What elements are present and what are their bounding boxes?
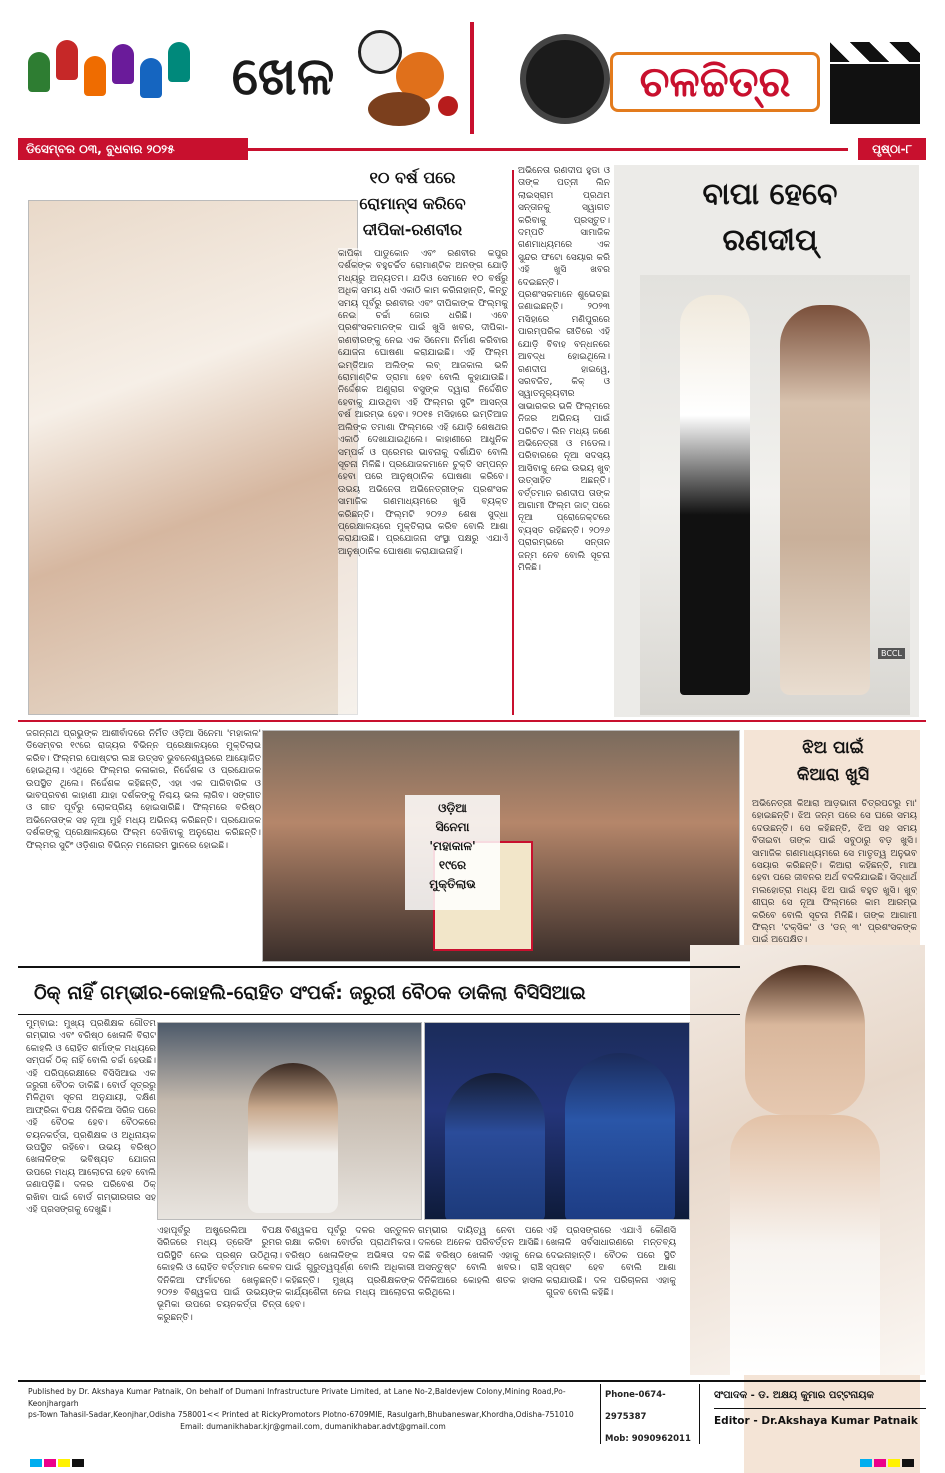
groom-figure bbox=[680, 295, 750, 695]
photo-credit: BCCL bbox=[878, 648, 905, 659]
athlete-silhouette-icon bbox=[56, 40, 78, 80]
headline-line: ଦୀପିକା-ରଣବୀର bbox=[362, 220, 463, 239]
headline-line: ବାପା ହେବେ bbox=[702, 177, 838, 212]
headline-line: ଓଡ଼ିଆ bbox=[438, 801, 467, 815]
player-figure bbox=[565, 1053, 675, 1220]
gambhir-article-col1: ମୁମ୍ବାଇ: ମୁଖ୍ୟ ପ୍ରଶିକ୍ଷକ ଗୌତମ ଗମ୍ଭୀର ଏବଂ ବରିଷ୍ଠ ଖେଳାଳି ବିରାଟ କୋହଲି ଓ ରୋହିତ ଶର୍ମାଙ୍କ ମଧ୍ୟରେ ସମ୍ପର୍କ ଠିକ୍ ନାହିଁ ବୋଲି ଚର୍ଚ୍ଚା ହେଉଛି। ଏହି ପରିପ୍ରେକ୍ଷୀରେ ବିସିସିଆଇ ଏକ ଜରୁରୀ ବୈଠକ ଡାକିଛି। ବୋର୍ଡ ସୂତ୍ରରୁ ମିଳିଥିବା ସୂଚନା ଅନୁଯାୟୀ, ଦକ୍ଷିଣ ଆଫ୍ରିକା ବିପକ୍ଷ ଦିନିକିଆ ସିରିଜ ପରେ ଏହି ବୈଠକ ହେବ। ବୈଠକରେ ଚୟନକର୍ତ୍ତା, ପ୍ରଶିକ୍ଷକ ଓ ଅଧିନାୟକ ଉପସ୍ଥିତ ରହିବେ। ଉଭୟ ବରିଷ୍ଠ ଖେଳାଳିଙ୍କ ଭବିଷ୍ୟତ ଯୋଜନା ଉପରେ ମଧ୍ୟ ଆଲୋଚନା ହେବ ବୋଲି ଜଣାପଡ଼ିଛି। ଦଳର ପରିବେଶ ଠିକ୍ ରଖିବା ପାଇଁ ବୋର୍ଡ ଗମ୍ଭୀରତାର ସହ ଏହି ପ୍ରସଙ୍ଗକୁ ଦେଖୁଛି। bbox=[26, 1019, 156, 1216]
sports-title: ଖେଳ bbox=[231, 47, 335, 107]
coach-figure bbox=[248, 1063, 338, 1213]
headline-line: ସିନେମା bbox=[435, 820, 470, 834]
kiara-headline bbox=[748, 735, 918, 795]
portrait-body bbox=[730, 1115, 880, 1375]
headline-line: ୧୯ରେ bbox=[438, 858, 467, 872]
page-number: ପୃଷ୍ଠା-୮ bbox=[858, 138, 926, 160]
gambhir-article-col4: ଗମ୍ଭୀର ଦାୟିତ୍ୱ ନେବା ପରେ ଦଳରେ ଅନେକ ପରିବର୍ତ୍ତନ ଆସିଛି। କିଛି ବରିଷ୍ଠ ଖେଳାଳି ଏହାକୁ ନେଇ ଅସନ୍ତୁଷ୍ଟ ବୋଲି ଖବର। ରାଞ୍ଚି ଦିନିକିଆରେ କୋହଲି ଶତକ ହାସଲ କରିଥିଲେ। bbox=[418, 1226, 543, 1299]
date-rule bbox=[248, 148, 848, 151]
gambhir-photo bbox=[157, 1022, 422, 1220]
randeep-headline bbox=[640, 172, 900, 272]
cinema-title: ଚଳଚ୍ଚିତ୍ର bbox=[610, 52, 820, 112]
cricket-ball-icon bbox=[438, 96, 458, 116]
imprint-line: Published by Dr. Akshaya Kumar Patnaik, On behalf of Dumani Infrastructure Private Limited, at Lane No-2,Baldevjew Colony,Mining Road,Po-Keonjhargarh bbox=[28, 1387, 566, 1408]
imprint-line: ps-Town Tahasil-Sadar,Keonjhar,Odisha 758001<< Printed at RickyPromotors Plotno-6709MIE, Rasulgarh,Bhubaneswar,Khordha,Odisha-751010 bbox=[28, 1410, 574, 1420]
imprint-email: Email: dumanikhabar.kjr@gmail.com, dumanikhabar.advt@gmail.com bbox=[180, 1421, 446, 1431]
athlete-silhouette-icon bbox=[28, 52, 50, 92]
randeep-article-body: ଅଭିନେତା ରଣଦୀପ ହୁଡା ଓ ତାଙ୍କ ପତ୍ନୀ ଲିନ ଲାଇସ୍ରାମ ପ୍ରଥମ ସନ୍ତାନକୁ ସ୍ୱାଗତ କରିବାକୁ ପ୍ରସ୍ତୁତ। ଦମ୍ପତି ସାମାଜିକ ଗଣମାଧ୍ୟମରେ ଏକ ସୁନ୍ଦର ଫଟୋ ସେୟାର କରି ଏହି ଖୁସି ଖବର ଦେଇଛନ୍ତି। ପ୍ରଶଂସକମାନେ ଶୁଭେଚ୍ଛା ଜଣାଇଛନ୍ତି। ୨୦୨୩ ମସିହାରେ ମଣିପୁରରେ ପାରମ୍ପରିକ ରୀତିରେ ଏହି ଯୋଡ଼ି ବିବାହ ବନ୍ଧନରେ ଆବଦ୍ଧ ହୋଇଥିଲେ। ରଣଦୀପ ହାଇୱେ, ସରବଜିତ, କିକ୍ ଓ ସ୍ୱାତନ୍ତ୍ର୍ୟବୀର ସାଭାରକର ଭଳି ଫିଲ୍ମରେ ନିଜର ଅଭିନୟ ପାଇଁ ପରିଚିତ। ଲିନ ମଧ୍ୟ ଜଣେ ଅଭିନେତ୍ରୀ ଓ ମଡେଲ। ପରିବାରରେ ନୂଆ ସଦସ୍ୟ ଆସିବାକୁ ନେଇ ଉଭୟ ଖୁବ୍ ଉତ୍ସାହିତ ଅଛନ୍ତି। ବର୍ତ୍ତମାନ ରଣଦୀପ ତାଙ୍କ ଆଗାମୀ ଫିଲ୍ମ ଜାଟ୍ ପରେ ନୂଆ ପ୍ରୋଜେକ୍ଟରେ ବ୍ୟସ୍ତ ରହିଛନ୍ତି। ୨୦୨୬ ପ୍ରାରମ୍ଭରେ ସନ୍ତାନ ଜନ୍ମ ନେବ ବୋଲି ସୂଚନା ମିଳିଛି। bbox=[518, 166, 610, 573]
section-separator bbox=[18, 720, 926, 722]
gambhir-article-col5: ଏହି ପ୍ରସଙ୍ଗରେ ଏଯାଏଁ କୌଣସି ଖେଳାଳି ସର୍ବସାଧାରଣରେ ମନ୍ତବ୍ୟ ଦେଇନାହାନ୍ତି। ବୈଠକ ପରେ ସ୍ଥିତି ସ୍ପଷ୍ଟ ହେବ ବୋଲି ଆଶା କରାଯାଉଛି। ଦଳ ପରିଚାଳନା ଏହାକୁ ଗୁଜବ ବୋଲି କହିଛି। bbox=[546, 1226, 676, 1299]
mobile-number: Mob: 9090962011 bbox=[605, 1434, 691, 1444]
mahakal-article-body: ଜଗନ୍ନାଥ ପ୍ରଭୁଙ୍କ ଆଶୀର୍ବାଦରେ ନିର୍ମିତ ଓଡ଼ିଆ ସିନେମା 'ମହାକାଳ' ଡିସେମ୍ବର ୧୯ରେ ରାଜ୍ୟର ବିଭିନ୍ନ ପ୍ରେକ୍ଷାଳୟରେ ମୁକ୍ତିଲାଭ କରିବ। ଫିଲ୍ମର ପୋଷ୍ଟର ଲଞ୍ଚ ଉତ୍ସବ ଭୁବନେଶ୍ୱରରେ ଆୟୋଜିତ ହୋଇଥିଲା। ଏଥିରେ ଫିଲ୍ମର କଳାକାର, ନିର୍ଦ୍ଦେଶକ ଓ ପ୍ରଯୋଜକ ଉପସ୍ଥିତ ଥିଲେ। ନିର୍ଦ୍ଦେଶକ କହିଛନ୍ତି, ଏହା ଏକ ପାରିବାରିକ ଓ ଭାବପ୍ରବଣ କାହାଣୀ ଯାହା ଦର୍ଶକଙ୍କୁ ନିଶ୍ଚୟ ଭଲ ଲାଗିବ। ସଙ୍ଗୀତ ଓ ଗୀତ ପୂର୍ବରୁ ଲୋକପ୍ରିୟ ହୋଇସାରିଛି। ଫିଲ୍ମରେ ବରିଷ୍ଠ ଅଭିନେତାଙ୍କ ସହ ନୂଆ ମୁହଁ ମଧ୍ୟ ଅଭିନୟ କରିଛନ୍ତି। ପ୍ରଯୋଜକ ଦର୍ଶକଙ୍କୁ ପ୍ରେକ୍ଷାଳୟରେ ଫିଲ୍ମ ଦେଖିବାକୁ ଅନୁରୋଧ କରିଛନ୍ତି। ଫିଲ୍ମର ସୁଟିଂ ଓଡ଼ିଶାର ବିଭିନ୍ନ ମନୋରମ ସ୍ଥାନରେ ହୋଇଛି। bbox=[26, 729, 261, 851]
gambhir-article-col3: ବିଶ୍ୱକପ ପୂର୍ବରୁ ଦଳର ସନ୍ତୁଳନ ରକ୍ଷା କରିବା ବୋର୍ଡର ପ୍ରାଥମିକତା। ବରିଷ୍ଠ ଖେଳାଳିଙ୍କ ଅଭିଜ୍ଞତା ଦଳ ପାଇଁ ଗୁରୁତ୍ୱପୂର୍ଣ୍ଣ ବୋଲି ଅଧିକାରୀ କହିଛନ୍ତି। ମୁଖ୍ୟ ପ୍ରଶିକ୍ଷକଙ୍କ କାର୍ଯ୍ୟଶୈଳୀ ନେଇ ମଧ୍ୟ ଆଲୋଚନା ହେବ। bbox=[285, 1226, 415, 1311]
date-bar bbox=[18, 138, 926, 160]
masthead-divider bbox=[470, 22, 474, 134]
headline-line: କିଆରା ଖୁସି bbox=[796, 765, 870, 785]
kiara-article-body: ଅଭିନେତ୍ରୀ କିଆରା ଆଡ଼ଭାନୀ ଚିତ୍ରପଟରୁ ମା' ହୋଇଛନ୍ତି। ଝିଅ ଜନ୍ମ ପରେ ସେ ଘରେ ସମୟ ଦେଉଛନ୍ତି। ସେ କହିଛନ୍ତି, ଝିଅ ସହ ସମୟ ବିତାଇବା ତାଙ୍କ ପାଇଁ ସବୁଠାରୁ ବଡ଼ ଖୁସି। ସାମାଜିକ ଗଣମାଧ୍ୟମରେ ସେ ମାତୃତ୍ୱ ଅନୁଭବ ସେୟାର କରିଛନ୍ତି। କିଆରା କହିଛନ୍ତି, ମାଆ ହେବା ପରେ ଜୀବନର ଅର୍ଥ ବଦଳିଯାଇଛି। ସିଦ୍ଧାର୍ଥ ମଲହୋତ୍ରା ମଧ୍ୟ ଝିଅ ପାଇଁ ବହୁତ ଖୁସି। ଖୁବ୍ ଶୀଘ୍ର ସେ ନୂଆ ଫିଲ୍ମରେ କାମ ଆରମ୍ଭ କରିବେ ବୋଲି ସୂଚନା ମିଳିଛି। ତାଙ୍କ ଆଗାମୀ ଫିଲ୍ମ 'ଟକ୍ସିକ' ଓ 'ଡନ୍ ୩' ପ୍ରଶଂସକଙ୍କ ପାଇଁ ଅପେକ୍ଷିତ। bbox=[752, 799, 917, 946]
deepika-article-body: କାପିକା ପାଡୁକୋନ ଏବଂ ରଣବୀର କପୁର ଦର୍ଶକଙ୍କ ବହୁଚର୍ଚ୍ଚିତ ରୋମାଣ୍ଟିକ ଅନଙ୍ଗ ଯୋଡ଼ି ମଧ୍ୟରୁ ଅନ୍ୟତମ। ଯଦିଓ ସେମାନେ ୧୦ ବର୍ଷରୁ ଅଧିକ ସମୟ ଧରି ଏକାଠି କାମ କରିନାହାନ୍ତି, କିନ୍ତୁ ସମୟ ପୂର୍ବରୁ ରଣବୀର ଏବଂ ଦୀପିକାଙ୍କ ଫିଲ୍ମକୁ ନେଇ ଚର୍ଚ୍ଚା ଜୋର ଧରିଛି। ଏବେ ପ୍ରଶଂସକମାନଙ୍କ ପାଇଁ ଖୁସି ଖବର, ଦୀପିକା-ରଣବୀରଙ୍କୁ ନେଇ ଏକ ସିନେମା ନିର୍ମାଣ କରିବାର ଯୋଜନା ଘୋଷଣା କରାଯାଇଛି। ଏହି ଫିଲ୍ମ ଇମ୍ତିଆଜ ଅଲିଙ୍କ ଲବ୍ ଆଜକାଲ ଭଳି ରୋମାଣ୍ଟିକ ଡ୍ରାମା ହେବ ବୋଲି କୁହାଯାଉଛି। ନିର୍ଦ୍ଦେଶକ ଅଣୁରାଗ ବସୁଙ୍କ ଦ୍ୱାରା ନିର୍ଦ୍ଦେଶିତ ହେବାକୁ ଯାଉଥିବା ଏହି ଫିଲ୍ମର ସୁଟିଂ ଆସନ୍ତା ବର୍ଷ ଆରମ୍ଭ ହେବ। ୨୦୧୫ ମସିହାରେ ଇମ୍ତିଆଜ ଅଲିଙ୍କ ତମାଶା ଫିଲ୍ମରେ ଏହି ଯୋଡ଼ି ଶେଷଥର ଏକାଠି ଦେଖାଯାଇଥିଲେ। କାହାଣୀରେ ଆଧୁନିକ ସମ୍ପର୍କ ଓ ପ୍ରେମର ଭାବନାକୁ ଦର୍ଶାଯିବ ବୋଲି ସୂଚନା ମିଳିଛି। ପ୍ରଯୋଜକମାନେ ଚୁକ୍ତି ସମ୍ପନ୍ନ ହେବା ପରେ ଆନୁଷ୍ଠାନିକ ଘୋଷଣା କରିବେ। ଉଭୟ ଅଭିନେତା ଅଭିନେତ୍ରୀଙ୍କ ପ୍ରଶଂସକ ସାମାଜିକ ଗଣମାଧ୍ୟମରେ ଖୁସି ବ୍ୟକ୍ତ କରିଛନ୍ତି। ଫିଲ୍ମଟି ୨୦୨୬ ଶେଷ ସୁଦ୍ଧା ପ୍ରେକ୍ଷାଳୟରେ ମୁକ୍ତିଲାଭ କରିବ ବୋଲି ଆଶା କରାଯାଉଛି। ପ୍ରଯୋଜନା ସଂସ୍ଥା ପକ୍ଷରୁ ଏଯାଏଁ ଆନୁଷ୍ଠାନିକ ଘୋଷଣା କରାଯାଇନାହିଁ। bbox=[338, 248, 508, 718]
rugby-ball-icon bbox=[368, 92, 430, 126]
bride-figure bbox=[780, 305, 870, 695]
section-separator bbox=[18, 966, 740, 968]
editor-box bbox=[708, 1384, 926, 1444]
sports-masthead bbox=[18, 22, 468, 134]
deepika-headline bbox=[320, 165, 505, 245]
soccer-ball-icon bbox=[358, 30, 402, 74]
mahakal-headline bbox=[405, 795, 500, 910]
cinema-masthead bbox=[480, 22, 926, 134]
imprint-footer bbox=[18, 1384, 926, 1444]
phone-number: Phone-0674-2975387 bbox=[605, 1390, 666, 1422]
column-rule bbox=[512, 170, 514, 715]
clapperboard-body bbox=[830, 64, 920, 124]
athlete-silhouette-icon bbox=[140, 58, 162, 98]
footer-rule bbox=[18, 1380, 926, 1382]
publisher-imprint bbox=[28, 1386, 598, 1432]
headline-line: ମୁକ୍ତିଲାଭ bbox=[429, 877, 476, 891]
headline-line: ଝିଅ ପାଇଁ bbox=[802, 738, 864, 758]
kiara-portrait-photo bbox=[690, 945, 925, 1375]
masthead bbox=[18, 22, 926, 134]
headline-line: 'ମହାକାଳ' bbox=[429, 839, 476, 853]
randeep-lin-photo bbox=[640, 275, 910, 715]
athlete-silhouette-icon bbox=[112, 44, 134, 84]
deepika-ranbir-photo bbox=[28, 200, 358, 715]
color-registration-marks bbox=[30, 1452, 86, 1462]
gambhir-headline: ଠିକ୍ ନାହିଁ ଗମ୍ଭୀର-କୋହଲି-ରୋହିତ ସଂପର୍କ: ଜରୁରୀ ବୈଠକ ଡାକିଲା ବିସିସିଆଇ bbox=[34, 982, 586, 1004]
athlete-silhouette-icon bbox=[168, 42, 190, 82]
editor-name-odia: ସଂପାଦକ - ଡ. ଅକ୍ଷୟ କୁମାର ପଟ୍ଟନାୟକ bbox=[714, 1384, 926, 1409]
headline-line: ରଣଦୀପ୍ bbox=[722, 223, 818, 258]
contact-box bbox=[600, 1384, 700, 1444]
editor-name-english: Editor - Dr.Akshaya Kumar Patnaik bbox=[714, 1415, 918, 1427]
film-reel-icon bbox=[520, 34, 610, 124]
headline-line: ରୋମାନ୍ସ କରିବେ bbox=[359, 194, 466, 213]
gambhir-article-col2: ଏହାପୂର୍ବରୁ ଅଷ୍ଟ୍ରେଲିଆ ବିପକ୍ଷ ସିରିଜରେ ମଧ୍ୟ ଡ୍ରେସିଂ ରୁମର ପରିସ୍ଥିତି ନେଇ ପ୍ରଶ୍ନ ଉଠିଥିଲା। କୋହଲି ଓ ରୋହିତ ବର୍ତ୍ତମାନ କେବଳ ଦିନିକିଆ ଫର୍ମାଟରେ ଖେଳୁଛନ୍ତି। ୨୦୨୭ ବିଶ୍ୱକପ ପାଇଁ ଉଭୟଙ୍କ ଭୂମିକା ଉପରେ ଚୟନକର୍ତ୍ତା ଚିନ୍ତା କରୁଛନ୍ତି। bbox=[157, 1226, 282, 1323]
athlete-silhouette-icon bbox=[84, 56, 106, 96]
kohli-rohit-photo bbox=[424, 1022, 690, 1220]
player-figure bbox=[445, 1073, 545, 1220]
portrait-face bbox=[745, 965, 865, 1115]
color-registration-marks bbox=[860, 1452, 916, 1462]
headline-rule bbox=[18, 1014, 740, 1015]
mahakal-poster-launch-photo bbox=[262, 730, 740, 962]
headline-line: ୧୦ ବର୍ଷ ପରେ bbox=[369, 168, 456, 187]
issue-date: ଡିସେମ୍ବର ୦୩, ବୁଧବାର ୨୦୨୫ bbox=[18, 138, 248, 160]
clapperboard-icon bbox=[830, 42, 920, 62]
